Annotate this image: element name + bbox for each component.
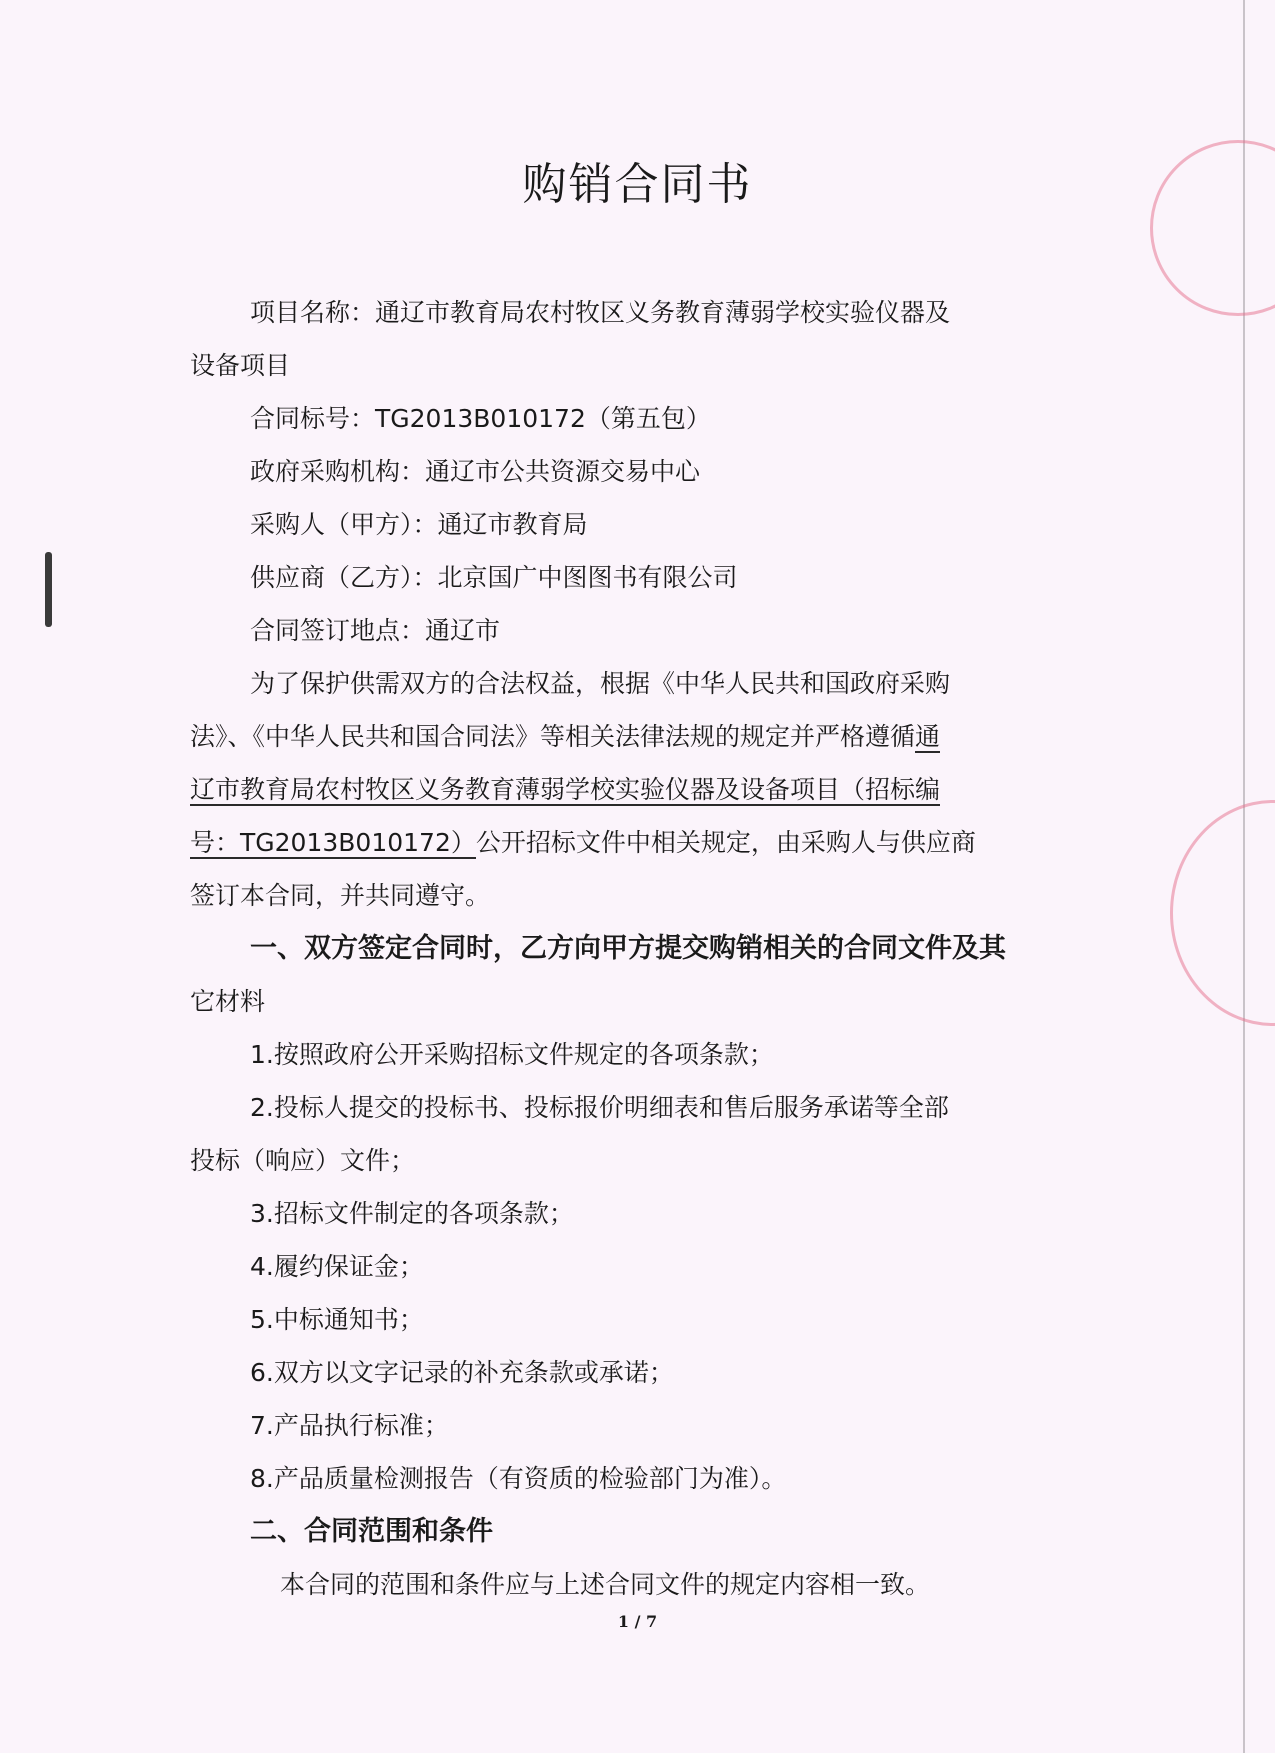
- document-title: 购销合同书: [522, 159, 753, 210]
- list-item: 5.中标通知书；: [250, 1305, 424, 1334]
- list-item: 3.招标文件制定的各项条款；: [250, 1199, 574, 1228]
- supplier-line: 供应商（乙方）：北京国广中图图书有限公司: [250, 563, 738, 592]
- project-name-line: 项目名称：通辽市教育局农村牧区义务教育薄弱学校实验仪器及: [250, 298, 951, 327]
- paragraph-line: 本合同的范围和条件应与上述合同文件的规定内容相一致。: [280, 1570, 931, 1599]
- contract-number-line: 合同标号：TG2013B010172（第五包）: [250, 404, 711, 433]
- procurement-agency-line: 政府采购机构：通辽市公共资源交易中心: [250, 457, 701, 486]
- paragraph-line: 为了保护供需双方的合法权益，根据《中华人民共和国政府采购: [250, 669, 951, 698]
- purchaser-line: 采购人（甲方）：通辽市教育局: [250, 510, 588, 539]
- red-seal-stamp-2: [1170, 800, 1275, 1026]
- list-item: 1.按照政府公开采购招标文件规定的各项条款；: [250, 1040, 774, 1069]
- paragraph-text: 公开招标文件中相关规定，由采购人与供应商: [475, 828, 976, 857]
- section-heading-2: 二、合同范围和条件: [250, 1516, 493, 1547]
- list-item: 2.投标人提交的投标书、投标报价明细表和售后服务承诺等全部: [250, 1093, 949, 1122]
- underlined-text: 辽市教育局农村牧区义务教育薄弱学校实验仪器及设备项目（招标编: [190, 775, 941, 804]
- list-item: 7.产品执行标准；: [250, 1411, 449, 1440]
- paragraph-text: 法》、《中华人民共和国合同法》等相关法律法规的规定并严格遵循: [190, 722, 916, 751]
- section-heading-1: 一、双方签定合同时，乙方向甲方提交购销相关的合同文件及其: [250, 933, 1006, 964]
- list-item: 6.双方以文字记录的补充条款或承诺；: [250, 1358, 674, 1387]
- list-item: 8.产品质量检测报告（有资质的检验部门为准）。: [250, 1464, 787, 1493]
- list-item: 4.履约保证金；: [250, 1252, 424, 1281]
- paragraph-line: 签订本合同，并共同遵守。: [190, 881, 491, 910]
- underlined-text: 通: [915, 722, 941, 751]
- list-item-cont: 投标（响应）文件；: [190, 1146, 416, 1175]
- project-name-cont: 设备项目: [190, 351, 291, 380]
- paragraph-line: [190, 763, 1060, 816]
- paragraph-line: [190, 710, 1060, 763]
- staple-mark: [45, 552, 52, 627]
- paragraph-line: [190, 816, 1060, 869]
- signing-place-line: 合同签订地点：通辽市: [250, 616, 501, 645]
- section-heading-1-cont: 它材料: [190, 987, 266, 1016]
- underlined-text: 号：TG2013B010172）: [190, 828, 476, 857]
- page-number: 1 / 7: [617, 1612, 658, 1631]
